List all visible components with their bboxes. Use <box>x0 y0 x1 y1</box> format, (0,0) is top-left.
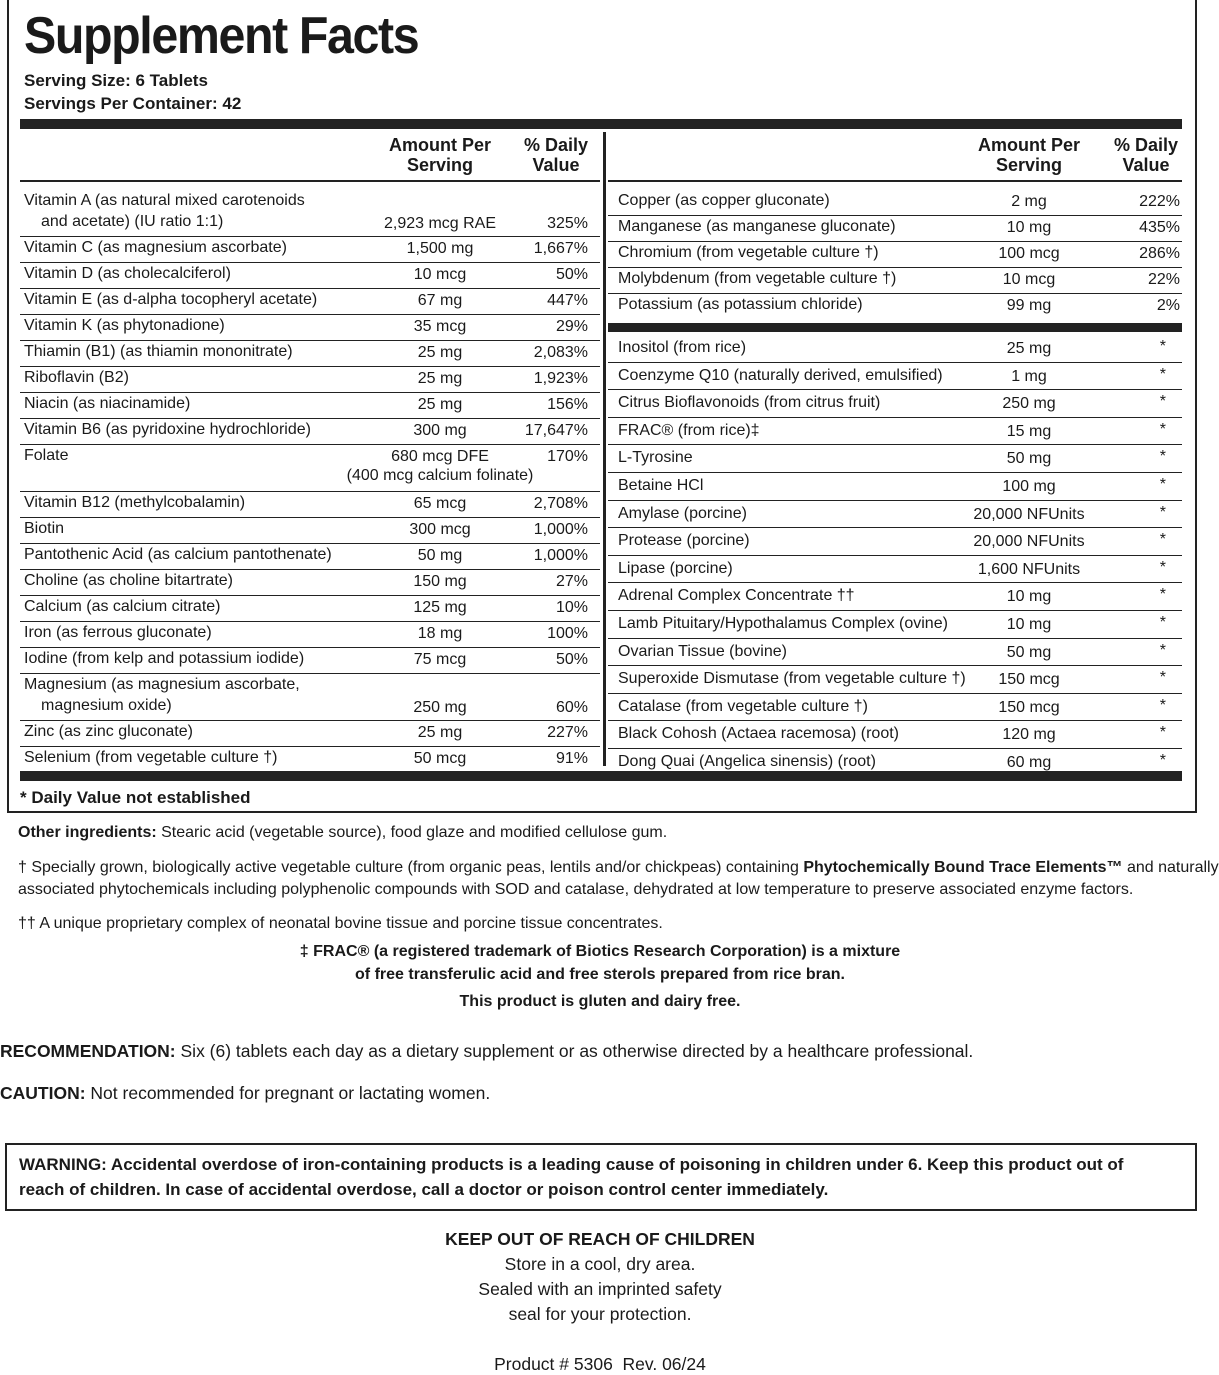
nutrient-daily-value: 1,000% <box>533 521 588 538</box>
nutrient-name: Selenium (from vegetable culture †) <box>24 749 278 766</box>
nutrient-amount: 300 mg <box>413 422 467 439</box>
nutrient-name-line2: and acetate) (IU ratio 1:1) <box>41 213 224 230</box>
nutrient-row <box>608 268 1182 294</box>
nutrient-amount-line2: (400 mcg calcium folinate) <box>346 467 534 484</box>
panel-title: Supplement Facts <box>24 7 419 65</box>
recommendation <box>0 1041 973 1062</box>
nutrient-amount: 25 mg <box>417 344 463 361</box>
nutrient-row <box>608 390 1182 418</box>
nutrient-daily-value: 50% <box>555 651 588 668</box>
nutrient-name-line2: magnesium oxide) <box>41 697 172 714</box>
dv-header-l2: Value <box>1122 155 1170 175</box>
nutrient-row <box>20 674 600 721</box>
right-header-rule <box>608 180 1182 182</box>
nutrient-row <box>20 518 600 544</box>
nutrient-row <box>20 315 600 341</box>
nutrient-daily-value: 60% <box>555 699 588 716</box>
left-amount-header <box>380 135 500 175</box>
nutrient-daily-value: 156% <box>547 396 588 413</box>
nutrient-name: Betaine HCl <box>618 477 704 494</box>
nutrient-daily-value: 27% <box>555 573 588 590</box>
nutrient-row <box>20 393 600 419</box>
nutrient-name: Riboflavin (B2) <box>24 369 129 386</box>
dagger-text-bold: Phytochemically Bound Trace Elements™ <box>803 859 1123 876</box>
nutrient-amount: 50 mcg <box>413 750 467 767</box>
caution <box>0 1083 490 1104</box>
nutrient-daily-value: * <box>1159 752 1166 769</box>
nutrient-daily-value: * <box>1159 696 1166 714</box>
nutrient-name: Vitamin B6 (as pyridoxine hydrochloride) <box>24 421 311 438</box>
nutrient-daily-value: 325% <box>547 215 588 232</box>
serving-size: Serving Size: 6 Tablets <box>24 71 208 90</box>
nutrient-daily-value: * <box>1159 365 1166 383</box>
nutrient-amount: 10 mg <box>1006 588 1052 606</box>
nutrient-row <box>20 596 600 622</box>
right-amount-header <box>969 135 1089 175</box>
nutrient-amount: 10 mcg <box>413 266 467 283</box>
nutrient-name: Superoxide Dismutase (from vegetable culture †) <box>618 670 966 688</box>
frac-note-line2: of free transferulic acid and free sterols prepared from rice bran. <box>355 966 845 983</box>
nutrient-name: Folate <box>24 447 69 464</box>
dv-header-l1: % Daily <box>1113 135 1179 155</box>
bottom-thick-bar <box>20 771 1182 781</box>
nutrient-daily-value: 227% <box>547 724 588 741</box>
nutrient-amount: 20,000 NFUnits <box>973 505 1085 523</box>
nutrient-amount: 2,923 mcg RAE <box>383 215 497 232</box>
column-divider <box>603 132 606 766</box>
top-thick-bar <box>20 119 1182 129</box>
nutrient-amount: 150 mcg <box>998 698 1060 716</box>
nutrient-daily-value: * <box>1159 641 1166 659</box>
nutrient-daily-value: 1,000% <box>533 547 588 564</box>
nutrient-row <box>608 639 1182 667</box>
nutrient-amount: 10 mg <box>1006 219 1052 236</box>
left-dv-header <box>514 135 598 175</box>
dagger-text-a: † Specially grown, biologically active vegetable culture (from organic peas, lentils and/or chickpeas) containing <box>18 859 804 876</box>
nutrient-row <box>20 190 600 237</box>
frac-note-line1: ‡ FRAC® (a registered trademark of Biotics Research Corporation) is a mixture <box>299 943 901 960</box>
caution-text: Not recommended for pregnant or lactating women. <box>85 1083 491 1103</box>
nutrient-daily-value: 435% <box>1139 219 1180 236</box>
nutrient-amount: 1 mg <box>1011 367 1047 385</box>
nutrient-name: Vitamin K (as phytonadione) <box>24 317 225 334</box>
nutrient-row <box>608 242 1182 268</box>
section-thick-bar <box>608 323 1182 332</box>
nutrient-row <box>608 216 1182 242</box>
nutrient-name: Vitamin E (as d-alpha tocopheryl acetate) <box>24 291 318 308</box>
nutrient-daily-value: * <box>1159 558 1166 576</box>
nutrient-amount: 1,600 NFUnits <box>977 560 1081 578</box>
nutrient-daily-value: * <box>1159 448 1166 466</box>
double-dagger-footnote: †† A unique proprietary complex of neonatal bovine tissue and porcine tissue concentrates. <box>18 915 663 932</box>
nutrient-row <box>608 528 1182 556</box>
other-ingredients <box>18 824 667 842</box>
nutrient-row <box>20 622 600 648</box>
nutrient-name: Adrenal Complex Concentrate †† <box>618 587 855 605</box>
nutrient-daily-value: 286% <box>1139 245 1180 262</box>
nutrient-row <box>20 544 600 570</box>
nutrient-daily-value: 2,083% <box>533 344 588 361</box>
nutrient-amount: 150 mcg <box>998 671 1060 689</box>
dagger-text-b: and naturally <box>1122 859 1219 876</box>
dagger-footnote-line2: associated phytochemicals including polyphenolic compounds with SOD and catalase, dehydrated at low temperature to preserve associated enzyme factors. <box>18 881 1134 898</box>
nutrient-row <box>20 648 600 674</box>
nutrient-name: Inositol (from rice) <box>618 339 747 356</box>
nutrient-amount: 65 mcg <box>413 495 467 512</box>
nutrient-name: Molybdenum (from vegetable culture †) <box>618 270 897 287</box>
nutrient-amount: 250 mg <box>1002 395 1056 413</box>
nutrient-daily-value: 222% <box>1139 193 1180 210</box>
nutrient-daily-value: * <box>1159 393 1166 411</box>
nutrient-row <box>608 190 1182 216</box>
nutrient-amount: 67 mg <box>417 292 463 309</box>
nutrient-daily-value: 17,647% <box>524 422 588 439</box>
nutrient-amount: 125 mg <box>413 599 467 616</box>
nutrient-daily-value: 1,923% <box>533 370 588 387</box>
nutrient-name: Protease (porcine) <box>618 532 750 550</box>
nutrient-name: Chromium (from vegetable culture †) <box>618 244 879 261</box>
nutrient-name: Vitamin A (as natural mixed carotenoids <box>24 192 305 209</box>
nutrient-amount: 20,000 NFUnits <box>973 533 1085 551</box>
nutrient-name: Pantothenic Acid (as calcium pantothenate) <box>24 546 332 563</box>
nutrient-name: Ovarian Tissue (bovine) <box>618 642 787 660</box>
nutrient-daily-value: * <box>1159 586 1166 604</box>
storage-line2: Sealed with an imprinted safety <box>478 1279 722 1299</box>
dagger-footnote <box>18 859 1219 877</box>
dv-header-l1: % Daily <box>523 135 589 155</box>
nutrient-row <box>608 721 1182 749</box>
storage-line3: seal for your protection. <box>508 1304 692 1324</box>
nutrient-row <box>20 289 600 315</box>
nutrient-amount: 50 mg <box>1006 643 1052 661</box>
caution-label: CAUTION: <box>0 1083 86 1103</box>
nutrient-daily-value: * <box>1159 476 1166 493</box>
nutrient-row <box>608 501 1182 529</box>
nutrient-row <box>608 694 1182 722</box>
nutrient-name: Vitamin D (as cholecalciferol) <box>24 265 231 282</box>
nutrient-amount: 300 mcg <box>409 521 471 538</box>
nutrient-amount: 50 mg <box>417 547 463 564</box>
other-ingredients-label: Other ingredients: <box>18 824 157 841</box>
nutrient-amount: 25 mg <box>417 396 463 413</box>
keep-out-heading: KEEP OUT OF REACH OF CHILDREN <box>445 1229 755 1249</box>
nutrient-daily-value: * <box>1159 338 1166 355</box>
nutrient-amount: 100 mcg <box>998 245 1060 262</box>
recommendation-text: Six (6) tablets each day as a dietary supplement or as otherwise directed by a healthcare professional. <box>175 1041 974 1061</box>
nutrient-row <box>20 263 600 289</box>
nutrient-name: Coenzyme Q10 (naturally derived, emulsified) <box>618 366 943 384</box>
nutrient-name: Lamb Pituitary/Hypothalamus Complex (ovine) <box>618 615 948 632</box>
nutrient-daily-value: * <box>1159 420 1166 438</box>
warning-line1: WARNING: Accidental overdose of iron-containing products is a leading cause of poisoning in children under 6. Keep this product out of <box>19 1155 1124 1174</box>
nutrient-amount: 10 mcg <box>1002 271 1056 288</box>
nutrient-name: FRAC® (from rice)‡ <box>618 421 760 439</box>
nutrient-amount: 60 mg <box>1006 754 1052 771</box>
amount-header-l2: Serving <box>995 155 1063 175</box>
right-dv-header <box>1104 135 1188 175</box>
nutrient-amount: 150 mg <box>413 573 467 590</box>
nutrient-row <box>608 363 1182 391</box>
nutrient-row <box>608 473 1182 501</box>
nutrient-amount: 10 mg <box>1006 616 1052 633</box>
nutrient-daily-value: 447% <box>547 292 588 309</box>
nutrient-daily-value: * <box>1159 503 1166 521</box>
nutrient-amount: 1,500 mg <box>406 240 474 257</box>
servings-per-container: Servings Per Container: 42 <box>24 94 242 113</box>
nutrient-amount: 680 mcg DFE <box>391 448 489 465</box>
nutrient-daily-value: 2% <box>1156 297 1180 314</box>
nutrient-name: Choline (as choline bitartrate) <box>24 572 233 589</box>
warning-box <box>5 1143 1197 1211</box>
other-ingredients-text: Stearic acid (vegetable source), food glaze and modified cellulose gum. <box>156 824 668 841</box>
nutrient-amount: 25 mg <box>417 724 463 741</box>
nutrient-name: Citrus Bioflavonoids (from citrus fruit) <box>618 394 881 412</box>
nutrient-amount: 120 mg <box>1002 726 1056 744</box>
product-number: Product # 5306 Rev. 06/24 <box>494 1354 706 1374</box>
nutrient-row <box>20 419 600 445</box>
nutrient-row <box>20 747 600 773</box>
amount-header-l2: Serving <box>406 155 474 175</box>
nutrient-daily-value: * <box>1159 724 1166 742</box>
nutrient-row <box>20 237 600 263</box>
nutrient-daily-value: 29% <box>555 318 588 335</box>
nutrient-amount: 2 mg <box>1011 193 1047 210</box>
nutrient-name: Black Cohosh (Actaea racemosa) (root) <box>618 725 899 743</box>
warning-line2: reach of children. In case of accidental overdose, call a doctor or poison control center immediately. <box>19 1180 829 1199</box>
nutrient-name: Magnesium (as magnesium ascorbate, <box>24 676 300 693</box>
nutrient-name: Catalase (from vegetable culture †) <box>618 697 868 715</box>
nutrient-row <box>20 341 600 367</box>
nutrient-amount: 100 mg <box>1002 478 1056 495</box>
amount-header-l1: Amount Per <box>977 135 1080 155</box>
nutrient-name: L-Tyrosine <box>618 449 693 467</box>
nutrient-daily-value: 2,708% <box>533 495 588 512</box>
nutrient-name: Calcium (as calcium citrate) <box>24 598 221 615</box>
nutrient-daily-value: 10% <box>555 599 588 616</box>
nutrient-amount: 15 mg <box>1006 422 1052 440</box>
nutrient-name: Manganese (as manganese gluconate) <box>618 218 896 235</box>
nutrient-row <box>608 556 1182 584</box>
nutrient-row <box>20 367 600 393</box>
nutrient-row <box>608 666 1182 694</box>
nutrient-name: Copper (as copper gluconate) <box>618 192 830 209</box>
nutrient-name: Vitamin C (as magnesium ascorbate) <box>24 239 287 256</box>
nutrient-amount: 250 mg <box>413 699 467 716</box>
nutrient-row <box>608 418 1182 446</box>
nutrient-daily-value: 1,667% <box>533 240 588 257</box>
nutrient-daily-value: * <box>1159 531 1166 549</box>
nutrient-daily-value: * <box>1159 614 1166 631</box>
nutrient-amount: 25 mg <box>417 370 463 387</box>
nutrient-amount: 25 mg <box>1006 340 1052 357</box>
nutrient-row <box>20 492 600 518</box>
nutrient-name: Dong Quai (Angelica sinensis) (root) <box>618 753 876 770</box>
nutrient-amount: 35 mcg <box>413 318 467 335</box>
storage-line1: Store in a cool, dry area. <box>504 1254 696 1274</box>
nutrient-row <box>20 570 600 596</box>
dv-header-l2: Value <box>532 155 580 175</box>
nutrient-name: Lipase (porcine) <box>618 559 733 577</box>
nutrient-daily-value: 170% <box>547 448 588 465</box>
nutrient-row <box>608 335 1182 363</box>
nutrient-row <box>608 445 1182 473</box>
nutrient-amount: 99 mg <box>1006 297 1052 314</box>
dv-note: * Daily Value not established <box>20 788 251 807</box>
nutrient-name: Amylase (porcine) <box>618 504 747 522</box>
nutrient-amount: 75 mcg <box>413 651 467 668</box>
nutrient-row <box>608 611 1182 639</box>
nutrient-name: Biotin <box>24 520 65 537</box>
nutrient-daily-value: 91% <box>555 750 588 767</box>
left-header-rule <box>20 180 600 182</box>
nutrient-name: Potassium (as potassium chloride) <box>618 296 863 313</box>
nutrient-row <box>20 445 600 492</box>
nutrient-daily-value: 50% <box>555 266 588 283</box>
nutrient-name: Iodine (from kelp and potassium iodide) <box>24 650 305 667</box>
nutrient-daily-value: 100% <box>547 625 588 642</box>
nutrient-name: Iron (as ferrous gluconate) <box>24 624 212 641</box>
gluten-dairy-free: This product is gluten and dairy free. <box>459 993 741 1010</box>
nutrient-row <box>608 294 1182 320</box>
nutrient-amount: 50 mg <box>1006 450 1052 468</box>
nutrient-daily-value: * <box>1159 669 1166 687</box>
nutrient-row <box>20 721 600 747</box>
amount-header-l1: Amount Per <box>388 135 491 155</box>
nutrient-name: Vitamin B12 (methylcobalamin) <box>24 494 246 511</box>
nutrient-name: Thiamin (B1) (as thiamin mononitrate) <box>24 343 293 360</box>
nutrient-amount: 18 mg <box>417 625 463 642</box>
recommendation-label: RECOMMENDATION: <box>0 1041 176 1061</box>
nutrient-daily-value: 22% <box>1147 271 1180 288</box>
nutrient-row <box>608 583 1182 611</box>
nutrient-name: Zinc (as zinc gluconate) <box>24 723 193 740</box>
nutrient-name: Niacin (as niacinamide) <box>24 395 191 412</box>
